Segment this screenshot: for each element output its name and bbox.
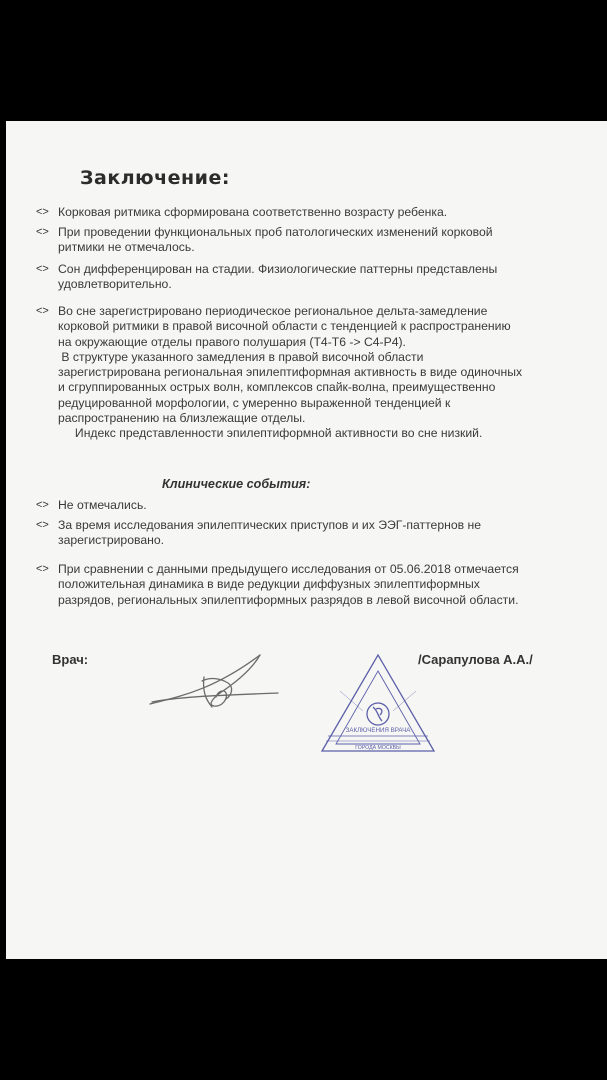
- item-line: редуцированной морфологии, с умеренно выраженной тенденцией к: [58, 395, 451, 410]
- item-line: Корковая ритмика сформирована соответственно возрасту ребенка.: [58, 205, 448, 219]
- bullet-marker: <>: [36, 206, 49, 218]
- item-line: Не отмечались.: [58, 498, 147, 512]
- stamp-center-text: ЗАКЛЮЧЕНИЯ ВРАЧА: [345, 727, 411, 734]
- item-line: зарегистрирована региональная эпилептиформная активность в виде одиночных: [58, 365, 523, 380]
- bullet-marker: <>: [36, 263, 49, 275]
- doctor-name: /Сарапулова А.А./: [418, 652, 533, 667]
- bullet-marker: <>: [36, 499, 49, 511]
- document-title: Заключение:: [80, 167, 230, 189]
- doctor-label: Врач:: [52, 652, 89, 667]
- item-line: и сгруппированных острых волн, комплексов спайк-волна, преимущественно: [58, 380, 496, 395]
- item-line: В структуре указанного замедления в правой височной области: [58, 349, 424, 364]
- bullet-marker: <>: [36, 226, 49, 238]
- item-line: на окружающие отделы правого полушария (Т4-Т6 -> С4-Р4).: [58, 334, 406, 349]
- signature-image: [142, 647, 292, 717]
- item-line: разрядов, региональных эпилептиформных разрядов в левой височной области.: [58, 592, 519, 607]
- item-line: За время исследования эпилептических приступов и их ЭЭГ-паттернов не: [58, 518, 481, 532]
- item-line: ритмики не отмечалось.: [58, 240, 195, 255]
- bullet-marker: <>: [36, 305, 49, 317]
- document-page: [6, 121, 607, 959]
- item-line: удовлетворительно.: [58, 277, 172, 292]
- bullet-marker: <>: [36, 519, 49, 531]
- item-line: При проведении функциональных проб патологических изменений корковой: [58, 225, 493, 239]
- bullet-marker: <>: [36, 563, 49, 575]
- item-line: При сравнении с данными предыдущего исследования от 05.06.2018 отмечается: [58, 562, 519, 576]
- item-line: корковой ритмики в правой височной области с тенденцией к распространению: [58, 319, 511, 334]
- item-line: Во сне зарегистрировано периодическое региональное дельта-замедление: [58, 304, 488, 318]
- item-line: положительная динамика в виде редукции диффузных эпилептиформных: [58, 577, 480, 592]
- item-line: Индекс представленности эпилептиформной активности во сне низкий.: [58, 426, 483, 441]
- stamp-image: [318, 651, 438, 756]
- stamp-bottom-text: ГОРОДА МОСКВЫ: [355, 745, 401, 751]
- clinical-events-heading: Клинические события:: [162, 477, 311, 491]
- item-line: распространению на близлежащие отделы.: [58, 411, 306, 426]
- item-line: Сон дифференцирован на стадии. Физиологические паттерны представлены: [58, 262, 498, 276]
- item-line: зарегистрировано.: [58, 533, 165, 548]
